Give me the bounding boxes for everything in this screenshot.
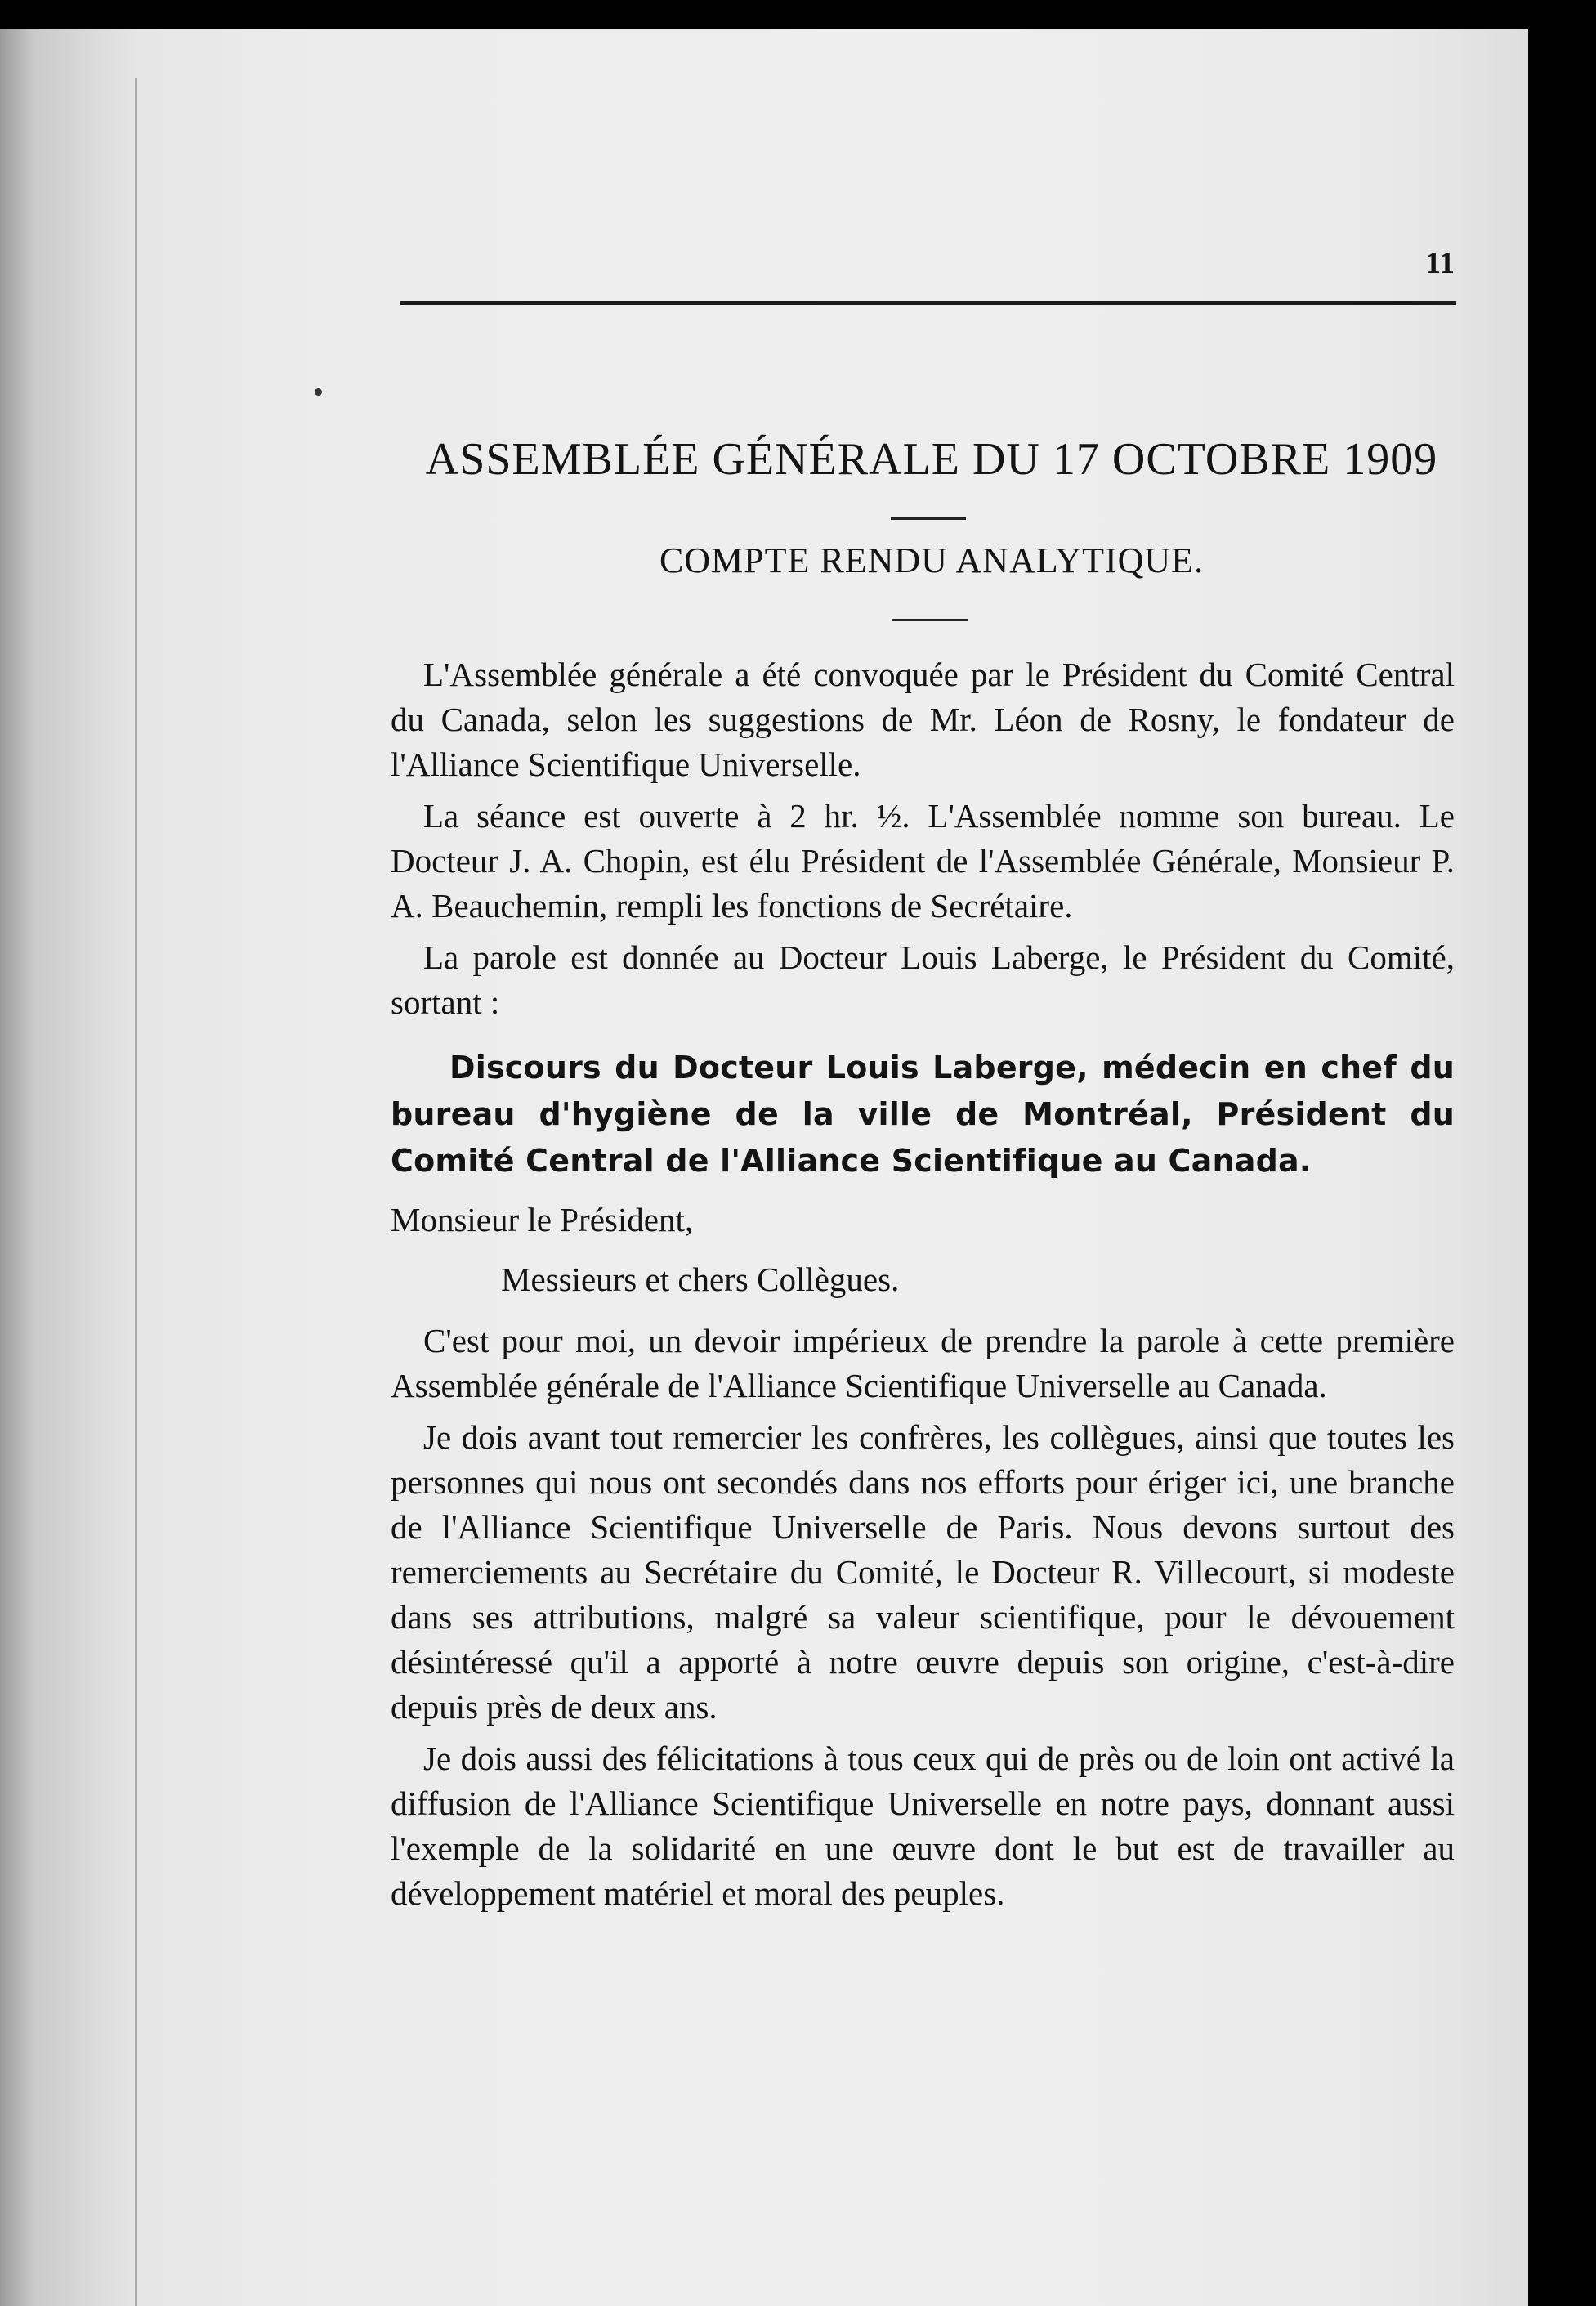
header-rule <box>400 301 1456 305</box>
salutation: Monsieur le Président, <box>391 1201 694 1238</box>
paragraph: Je dois aussi des félicitations à tous ceux qui de près ou de loin ont activé la diffusion de l'Alliance Scientifique Universelle en notre pays, donnant aussi l'exemple de la solidarité en une œuvre dont le but est de travailler au développement matériel et moral des peuples. <box>391 1740 1455 1912</box>
paragraph: La séance est ouverte à 2 hr. ½. L'Assemblée nomme son bureau. Le Docteur J. A. Chopin, est élu Président de l'Assemblée Générale, Monsieur P. A. Beauchemin, rempli les fonctions de Secrétaire. <box>391 797 1455 925</box>
salutation: Messieurs et chers Collègues. <box>501 1260 900 1298</box>
paragraph: La parole est donnée au Docteur Louis Laberge, le Président du Comité, sortant : <box>391 938 1455 1021</box>
paragraph: L'Assemblée générale a été convoquée par le Président du Comité Central du Canada, selon les suggestions de Mr. Léon de Rosny, le fondateur de l'Alliance Scientifique Universelle. <box>391 656 1455 783</box>
binding-fold-line <box>135 78 137 2306</box>
page-subtitle: COMPTE RENDU ANALYTIQUE. <box>659 540 1205 580</box>
title-divider <box>891 517 966 520</box>
speech-heading: Discours du Docteur Louis Laberge, médecin en chef du bureau d'hygiène de la ville de Montréal, Président du Comité Central de l'Alliance Scientifique au Canada. <box>391 1050 1455 1179</box>
ink-speck <box>315 388 322 396</box>
subtitle-divider <box>892 619 968 621</box>
page-title: ASSEMBLÉE GÉNÉRALE DU 17 OCTOBRE 1909 <box>425 434 1438 485</box>
paragraph: Je dois avant tout remercier les confrères, les collègues, ainsi que toutes les personnes qui nous ont secondés dans nos efforts pour ériger ici, une branche de l'Alliance Scientifique Universelle de Paris. Nous devons surtout des remerciements au Secrétaire du Comité, le Docteur R. Villecourt, si modeste dans ses attributions, malgré sa valeur scientifique, pour le dévouement désintéressé qu'il a apporté à notre œuvre depuis son origine, c'est-à-dire depuis près de deux ans. <box>391 1418 1455 1726</box>
page-number: 11 <box>1425 246 1455 280</box>
paragraph: C'est pour moi, un devoir impérieux de prendre la parole à cette première Assemblée générale de l'Alliance Scientifique Universelle au Canada. <box>391 1322 1455 1404</box>
body-text <box>391 652 1455 1923</box>
